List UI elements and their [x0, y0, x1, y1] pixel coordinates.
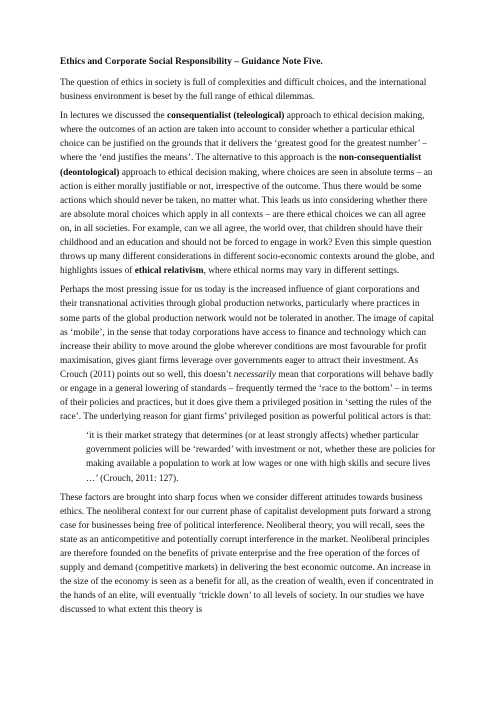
paragraph-intro: The question of ethics in society is full of complexities and difficult choices, and the international business environment is beset by the full range of ethical dilemmas. — [60, 78, 427, 103]
block-quote-crouch: ‘it is their market strategy that determines (or at least strongly affects) whether particular government policies will be ‘rewarded’ with investment or not, whether these are policies for making available a population to work at low wages or one with high skills and secure lives …’ (Crouch, 2011: 127). — [86, 431, 436, 484]
paragraph-neoliberal: These factors are brought into sharp focus when we consider different attitudes towards business ethics. The neoliberal context for our current phase of capitalist development puts forward a strong case for businesses being free of political interference. Neoliberal theory, you will recall, sees the state as an anticompetitive and potentially corrupt interference in the market. Neoliberal principles are therefore founded on the benefits of private enterprise and the free operation of the forces of supply and demand (competitive markets) in delivering the best economic outcome. An increase in the size of the economy is seen as a benefit for all, as the creation of wealth, even if concentrated in the hands of an elite, will eventually ‘trickle down’ to all levels of society. In our studies we have discussed to what extent this theory is — [60, 492, 434, 616]
text-run: Perhaps the most pressing issue for us today is the increased influence of giant corporations and their transnational activities through global production networks, particularly where practices in some parts of the global production network would not be tolerated in another. The image of capital as ‘mobile’, in the sense that today corporations have access to finance and technology which can increase their ability to move around the globe wherever conditions are most favourable for profit maximisation, gives giant firms leverage over governments eager to attract their investment. As Crouch (2011) points out so well, this doesn’t — [60, 285, 434, 380]
text-run: In lectures we discussed the — [60, 111, 167, 122]
text-run: mean that corporations will behave badly or engage in a general lowering of standards – frequently termed the ‘race to the bottom’ – in terms of their policies and practices, but it does give them a privileged position in ‘setting the rules of the race’. The underlying reason for giant firms’ privileged position as powerful political actors is that: — [60, 369, 434, 423]
term-consequentialist: consequentialist (teleological) — [167, 111, 285, 122]
term-ethical-relativism: ethical relativism — [134, 266, 204, 277]
paragraph-ethical-approaches — [60, 109, 437, 278]
text-run: approach to ethical decision making, where choices are seen in absolute terms – an action is either morally justifiable or not, irrespective of the outcome. Thus there would be some actions which should never be taken, no matter what. This leads us into considering whether there are absolute moral choices which apply in all contexts – are there ethical choices we can all agree on, in all societies. For example, can we all agree, the world over, that children should have their childhood and an education and should not be forced to engage in work? Even this simple question throws up many different considerations in different socio-economic contexts around the globe, and highlights issues of — [60, 167, 435, 277]
term-non-consequentialist: non-consequentialist (deontological) — [60, 153, 422, 178]
document-body — [60, 56, 437, 622]
document-title: Ethics and Corporate Social Responsibility – Guidance Note Five. — [60, 57, 323, 67]
emphasis-necessarily: necessarily — [233, 369, 276, 380]
text-run: , where ethical norms may vary in different settings. — [203, 266, 400, 277]
text-run: approach to ethical decision making, where the outcomes of an action are taken into account to consider whether a particular ethical choice can be justified on the grounds that it delivers the ‘greatest good for the greatest number’ – where the ‘end justifies the means’. The alternative to this approach is the — [60, 111, 427, 164]
paragraph-giant-corporations — [60, 283, 437, 424]
